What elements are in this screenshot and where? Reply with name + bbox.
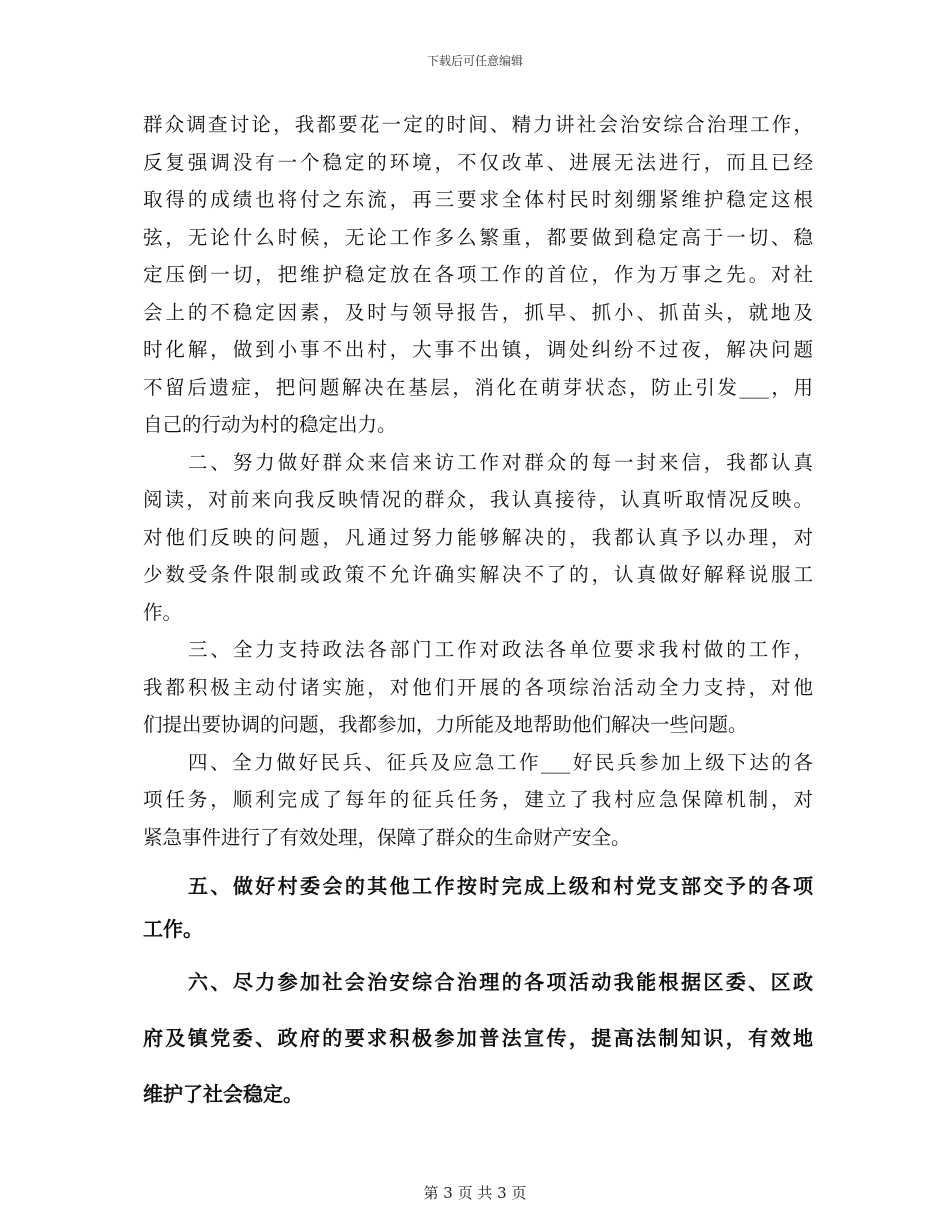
page-footer: 第 3 页 共 3 页 [423, 1184, 527, 1202]
text-line: 自己的行动为村的稳定出力。 [143, 413, 397, 436]
text-line: 维护了社会稳定。 [143, 1082, 303, 1106]
text-line: 定压倒一切，把维护稳定放在各项工作的首位，作为万事之先。对社 [143, 263, 813, 286]
text-line: 少数受条件限制或政策不允许确实解决不了的，认真做好解释说服工 [143, 563, 813, 586]
page-header: 下载后可任意编辑 [426, 54, 523, 68]
paragraph-2 [143, 444, 813, 632]
text-line: 时化解，做到小事不出村，大事不出镇，调处纠纷不过夜，解决问题 [143, 338, 813, 361]
text-line: 我都积极主动付诸实施，对他们开展的各项综治活动全力支持，对他 [143, 675, 813, 699]
text-line: 项任务，顺利完成了每年的征兵任务，建立了我村应急保障机制，对 [143, 788, 813, 811]
text-line: 三、全力支持政法各部门工作对政法各单位要求我村做的工作， [188, 638, 813, 661]
text-line: 会上的不稳定因素，及时与领导报告，抓早、抓小、抓苗头，就地及 [143, 300, 813, 324]
text-line: 府及镇党委、政府的要求积极参加普法宣传，提高法制知识，有效地 [143, 1026, 813, 1050]
text-line: 工作。 [143, 917, 203, 941]
text-line: 作。 [143, 600, 183, 624]
text-line: 群众调查讨论，我都要花一定的时间、精力讲社会治安综合治理工作， [143, 113, 813, 136]
text-line: 紧急事件进行了有效处理，保障了群众的生命财产安全。 [143, 825, 631, 849]
paragraph-6 [143, 954, 813, 1122]
text-line: 不留后遗症，把问题解决在基层，消化在萌芽状态，防止引发___，用 [143, 375, 813, 399]
text-line: 六、尽力参加社会治安综合治理的各项活动我能根据区委、区政 [188, 970, 813, 994]
text-line: 弦，无论什么时候，无论工作多么繁重，都要做到稳定高于一切、稳 [143, 225, 813, 249]
text-line: 四、全力做好民兵、征兵及应急工作___好民兵参加上级下达的各 [188, 750, 813, 774]
paragraph-5 [143, 858, 813, 952]
document-body [143, 106, 813, 1122]
text-line: 二、努力做好群众来信来访工作对群众的每一封来信，我都认真 [188, 450, 813, 474]
text-line: 取得的成绩也将付之东流，再三要求全体村民时刻绷紧维护稳定这根 [143, 188, 813, 211]
text-line: 对他们反映的问题，凡通过努力能够解决的，我都认真予以办理，对 [143, 525, 813, 549]
paragraph-3 [143, 631, 813, 744]
text-line: 们提出要协调的问题，我都参加，力所能及地帮助他们解决一些问题。 [143, 713, 748, 736]
paragraph-4 [143, 744, 813, 857]
text-line: 阅读，对前来向我反映情况的群众，我认真接待，认真听取情况反映。 [143, 488, 813, 511]
paragraph-1 [143, 106, 813, 444]
text-line: 反复强调没有一个稳定的环境，不仅改革、进展无法进行，而且已经 [143, 150, 813, 174]
text-line: 五、做好村委会的其他工作按时完成上级和村党支部交予的各项 [188, 874, 813, 898]
